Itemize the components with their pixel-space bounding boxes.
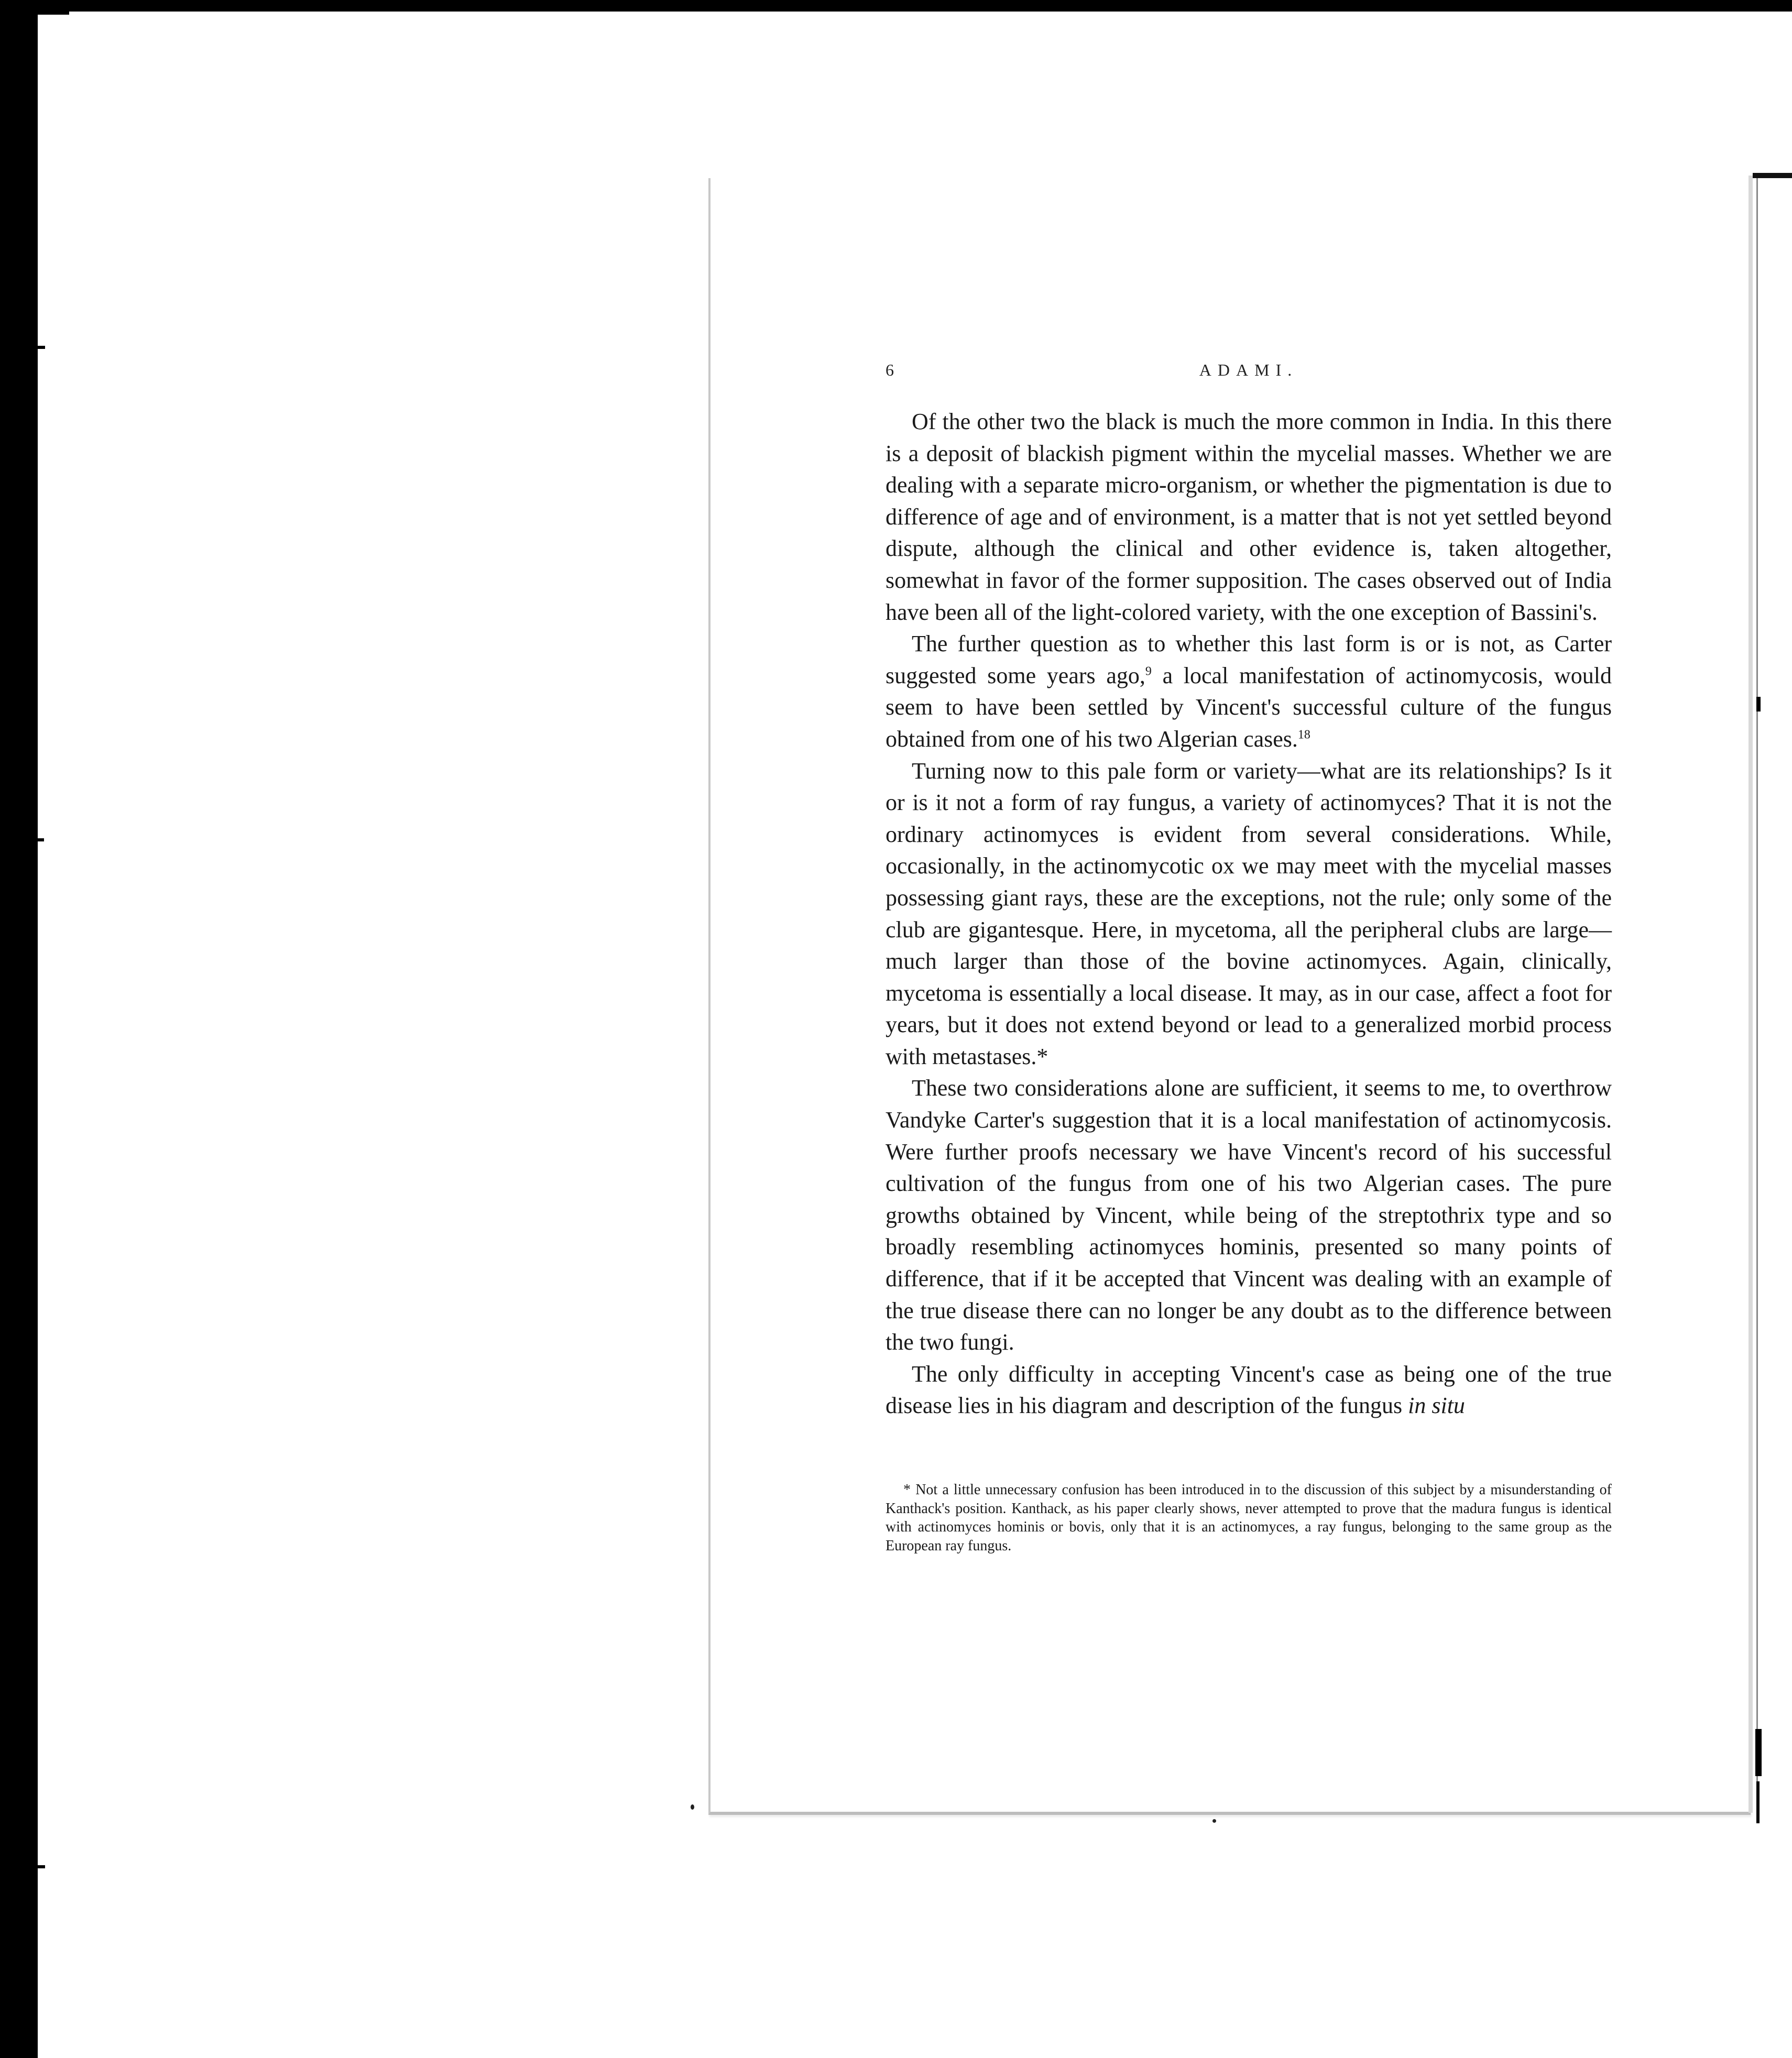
paragraph-text: Turning now to this pale form or variety—what are its relationships? Is it or is it not a form of ray fungus, a variety of actinomyces? That it is not the ordinary actinomyces is evident from several considerations. While, occasionally, in the actinomycotic ox we may meet with the mycelial masses possessing giant rays, these are the exceptions, not the rule; only some of the club are gigantesque. Here, in mycetoma, all the peripheral clubs are large—much larger than those of the bovine actinomyces. Again, clinically, mycetoma is essentially a local disease. It may, as in our case, affect a foot for years, but it does not extend beyond or lead to a generalized morbid process with metastases.* (886, 758, 1612, 1069)
reference-marker: 9 (1145, 664, 1152, 678)
ink-speck (691, 1804, 694, 1810)
inner-page-right-edge (1749, 176, 1753, 1813)
paragraph-text: The only difficulty in accepting Vincent's case as being one of the true disease lies in his diagram and description of the fungus (886, 1361, 1612, 1419)
reference-marker: 18 (1297, 728, 1310, 742)
running-head: ADAMI. (1199, 360, 1298, 379)
paragraph (886, 406, 1612, 628)
scan-mark (38, 346, 45, 349)
paragraph-text: Of the other two the black is much the more common in India. In this there is a deposit of blackish pigment within the mycelial masses. Whether we are dealing with a separate micro-organism, or whether the pigmentation is due to difference of age and of environment, is a matter that is not yet settled beyond dispute, although the clinical and other evidence is, taken altogether, somewhat in favor of the former supposition. The cases observed out of India have been all of the light-colored variety, with the one exception of Bassini's. (886, 409, 1612, 625)
paragraph (886, 628, 1612, 755)
footnote (886, 1481, 1612, 1555)
gutter-shadow (1756, 178, 1758, 1802)
scan-mark (38, 838, 44, 841)
scan-mark (38, 1865, 45, 1868)
gutter-mark (1756, 1781, 1760, 1823)
page-number: 6 (886, 360, 894, 379)
paragraph-text: These two considerations alone are sufficient, it seems to me, to overthrow Vandyke Carter's suggestion that it is a local manifestation of actinomycosis. Were further proofs necessary we have Vincent's record of his successful cultivation of the fungus from one of his two Algerian cases. The pure growths obtained by Vincent, while being of the streptothrix type and so broadly resembling actinomyces hominis, presented so many points of difference, that if it be accepted that Vincent was dealing with an example of the true disease there can no longer be any doubt as to the difference between the two fungi. (886, 1075, 1612, 1355)
paragraph (886, 1359, 1612, 1422)
ink-speck (1212, 1819, 1216, 1823)
adjacent-page-rule (1753, 173, 1792, 178)
paragraph (886, 756, 1612, 1073)
paragraph-text: a local manifestation of actinomycosis, would seem to have been settled by Vincent's successful culture of the fungus obtained from one of his two Algerian cases. (886, 662, 1612, 752)
footnote-text: * Not a little unnecessary confusion has been introduced in to the discussion of this subject by a misunderstanding of Kanthack's position. Kanthack, as his paper clearly shows, never attempted to prove that the madura fungus is identical with actinomyces hominis or bovis, only that it is an actinomyces, a ray fungus, belonging to the same group as the European ray fungus. (886, 1482, 1612, 1554)
paragraph-text: The further question as to whether this last form is or is not, as Carter suggested some years ago, (886, 631, 1612, 688)
scan-border-top (0, 0, 1792, 12)
page-header (886, 360, 1612, 386)
scan-border-left (0, 0, 38, 2058)
gutter-mark (1755, 1729, 1762, 1776)
gutter-mark (1756, 697, 1761, 711)
body-text (886, 406, 1612, 1422)
italic-phrase: in situ (1408, 1393, 1465, 1419)
scan-mark (38, 12, 69, 15)
paragraph (886, 1072, 1612, 1358)
